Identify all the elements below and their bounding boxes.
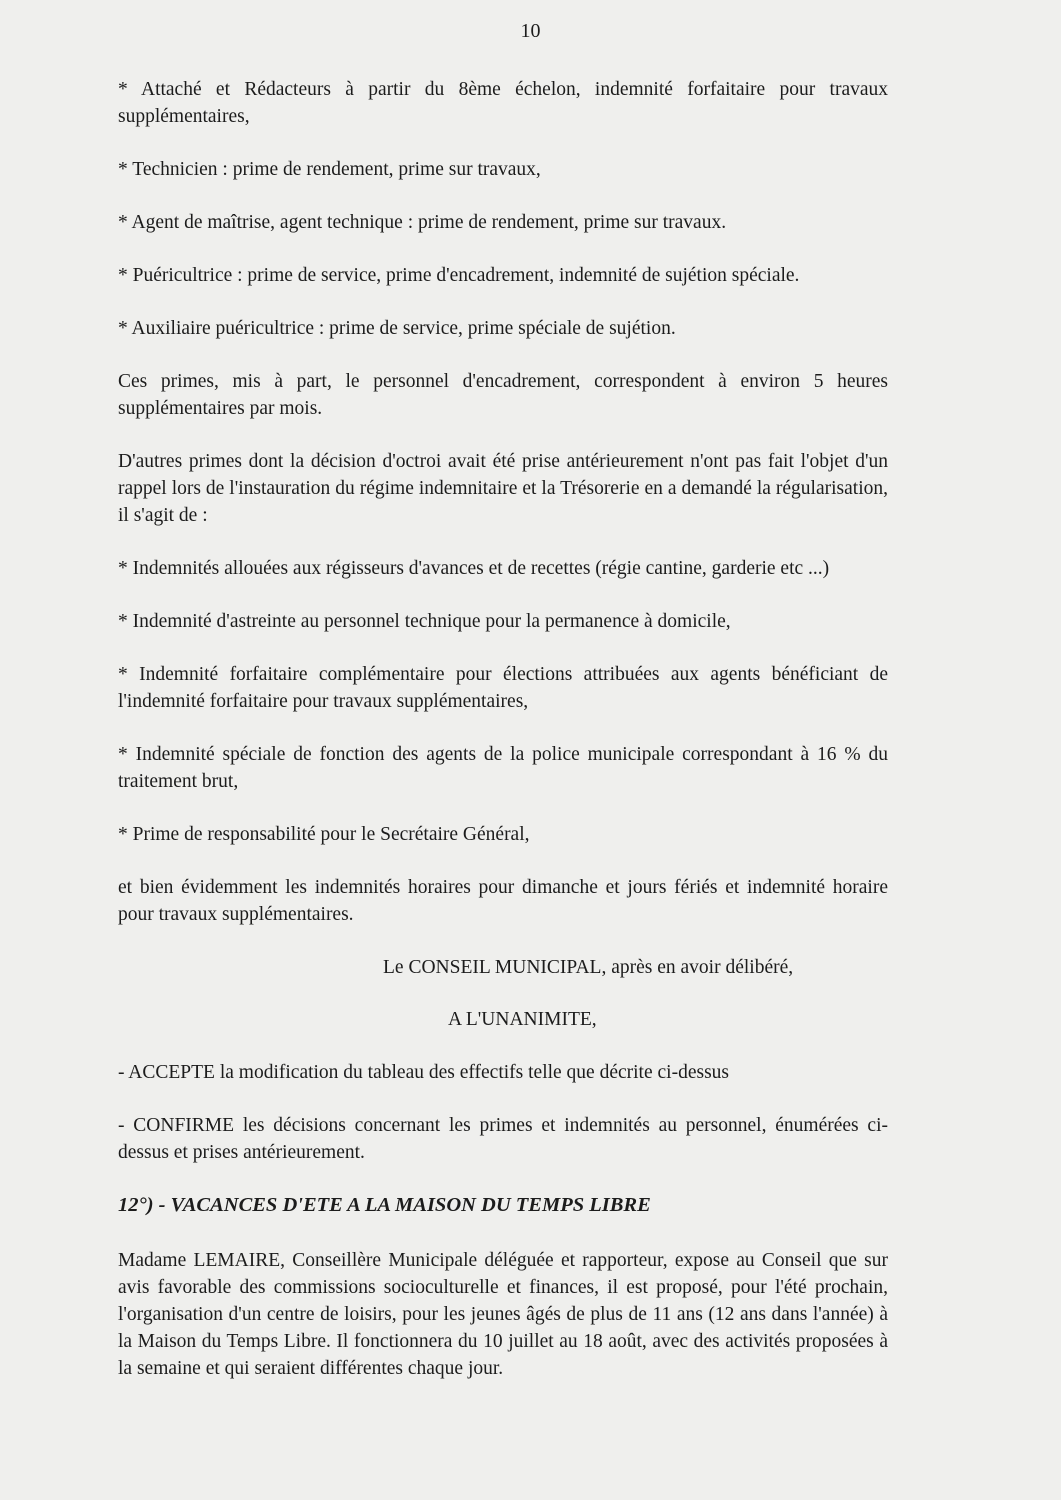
indemnity-police-paragraph: * Indemnité spéciale de fonction des agents de la police municipale correspondant à 16 % du traitement brut,: [118, 744, 888, 792]
page-number: 10: [520, 20, 541, 42]
bonus-auxiliaire-paragraph: * Auxiliaire puéricultrice : prime de service, prime spéciale de sujétion.: [118, 318, 676, 339]
bonus-summary-paragraph: Ces primes, mis à part, le personnel d'encadrement, correspondent à environ 5 heures supplémentaires par mois.: [118, 371, 888, 419]
council-deliberation-line: Le CONSEIL MUNICIPAL, après en avoir délibéré,: [383, 957, 794, 978]
hourly-indemnities-paragraph: et bien évidemment les indemnités horaires pour dimanche et jours fériés et indemnité horaire pour travaux supplémentaires.: [118, 877, 888, 925]
vote-result-line: A L'UNANIMITE,: [448, 1009, 597, 1030]
indemnity-regisseurs-paragraph: * Indemnités allouées aux régisseurs d'avances et de recettes (régie cantine, garderie etc ...): [118, 558, 830, 579]
decision-confirme: - CONFIRME les décisions concernant les primes et indemnités au personnel, énumérées ci-dessus et prises antérieurement.: [118, 1115, 888, 1163]
section-paragraph: Madame LEMAIRE, Conseillère Municipale déléguée et rapporteur, expose au Conseil que sur avis favorable des commissions socioculturelle et finances, il est proposé, pour l'été prochain, l'organisation d'un centre de loisirs, pour les jeunes âgés de plus de 11 ans (12 ans dans l'année) à la Maison du Temps Libre. Il fonctionnera du 10 juillet au 18 août, avec des activités proposées à la semaine et qui seraient différentes chaque jour.: [118, 1250, 888, 1379]
bonus-agent-maitrise-paragraph: * Agent de maîtrise, agent technique : prime de rendement, prime sur travaux.: [118, 212, 727, 233]
indemnity-elections-paragraph: * Indemnité forfaitaire complémentaire pour élections attribuées aux agents bénéficiant de l'indemnité forfaitaire pour travaux supplémentaires,: [118, 664, 888, 712]
bonus-attache-paragraph: * Attaché et Rédacteurs à partir du 8ème échelon, indemnité forfaitaire pour travaux supplémentaires,: [118, 79, 888, 127]
document-body: [118, 76, 888, 1382]
other-bonuses-intro-paragraph: D'autres primes dont la décision d'octroi avait été prise antérieurement n'ont pas fait l'objet d'un rappel lors de l'instauration du régime indemnitaire et la Trésorerie en a demandé la régularisation, il s'agit de :: [118, 451, 888, 526]
prime-secretaire-paragraph: * Prime de responsabilité pour le Secrétaire Général,: [118, 824, 530, 845]
section-heading: 12°) - VACANCES D'ETE A LA MAISON DU TEMPS LIBRE: [118, 1194, 651, 1216]
bonus-technicien-paragraph: * Technicien : prime de rendement, prime sur travaux,: [118, 159, 541, 180]
indemnity-astreinte-paragraph: * Indemnité d'astreinte au personnel technique pour la permanence à domicile,: [118, 611, 731, 632]
decision-accepte: - ACCEPTE la modification du tableau des effectifs telle que décrite ci-dessus: [118, 1062, 729, 1083]
bonus-puericultrice-paragraph: * Puéricultrice : prime de service, prime d'encadrement, indemnité de sujétion spéciale.: [118, 265, 800, 286]
